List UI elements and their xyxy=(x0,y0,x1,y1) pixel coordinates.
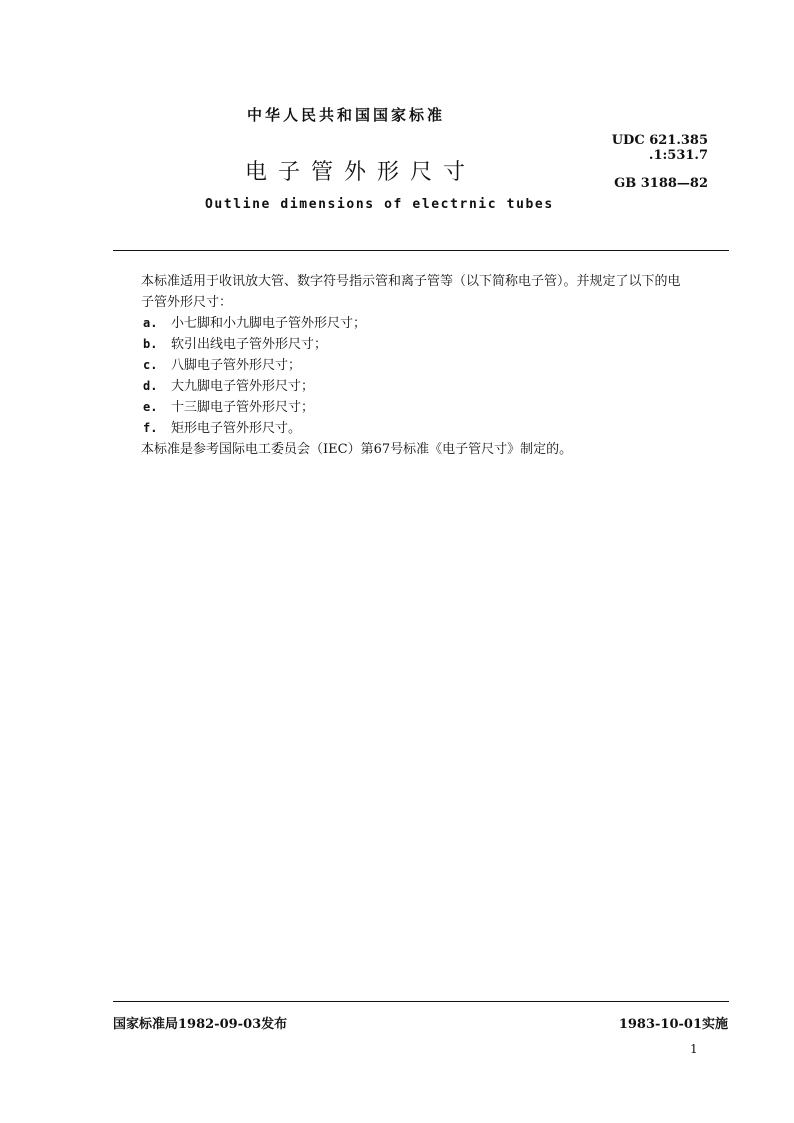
list-marker: b. xyxy=(143,337,158,351)
footer-divider xyxy=(113,1001,729,1002)
gb-standard-code: GB 3188—82 xyxy=(614,176,708,191)
issue-date: 国家标准局1982-09-03发布 xyxy=(113,1017,288,1032)
list-item xyxy=(113,313,729,334)
list-marker: c. xyxy=(143,358,158,372)
list-marker: f. xyxy=(143,421,158,435)
effective-date: 1983-10-01实施 xyxy=(618,1017,728,1032)
udc-code xyxy=(612,133,708,163)
title-chinese: 电子管外形尺寸 xyxy=(245,160,477,185)
list-marker: e. xyxy=(143,400,158,414)
list-marker: d. xyxy=(143,379,158,393)
issuing-organization: 中华人民共和国国家标准 xyxy=(247,106,446,124)
intro-paragraph xyxy=(113,271,729,313)
list-item xyxy=(113,418,729,439)
list-item-text: 矩形电子管外形尺寸。 xyxy=(171,421,302,436)
title-english: Outline dimensions of electrnic tubes xyxy=(205,197,554,212)
list-item-text: 软引出线电子管外形尺寸； xyxy=(171,337,328,352)
intro-line-1: 本标准适用于收讯放大管、数字符号指示管和离子管等（以下简称电子管）。并规定了以下的电 xyxy=(141,274,681,289)
closing-paragraph: 本标准是参考国际电工委员会（IEC）第67号标准《电子管尺寸》制定的。 xyxy=(141,442,573,457)
list-item xyxy=(113,355,729,376)
list-item-text: 小七脚和小九脚电子管外形尺寸； xyxy=(171,316,367,331)
document-body xyxy=(113,271,729,460)
list-marker: a. xyxy=(143,316,158,330)
list-item xyxy=(113,397,729,418)
page-number: 1 xyxy=(690,1042,698,1056)
header-divider xyxy=(113,250,729,251)
intro-line-2: 子管外形尺寸： xyxy=(141,295,233,310)
list-item xyxy=(113,376,729,397)
list-item-text: 八脚电子管外形尺寸； xyxy=(171,358,302,373)
list-item xyxy=(113,334,729,355)
list-item-text: 大九脚电子管外形尺寸； xyxy=(171,379,315,394)
udc-line-2: .1:531.7 xyxy=(648,148,708,163)
udc-line-1: UDC 621.385 xyxy=(611,133,708,148)
list-item-text: 十三脚电子管外形尺寸； xyxy=(171,400,315,415)
